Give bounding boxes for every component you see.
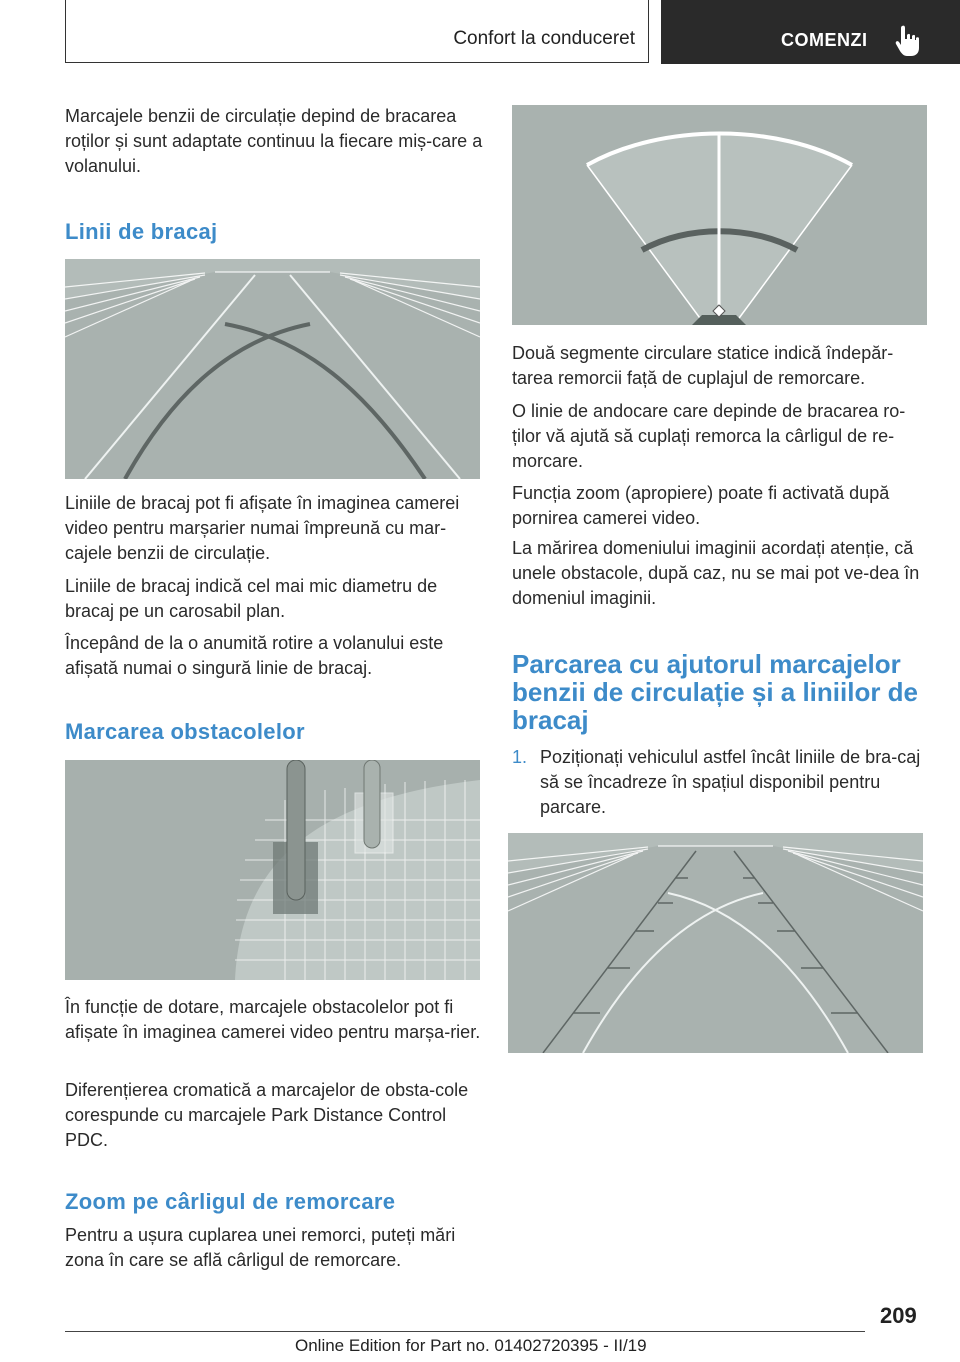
right-paragraph-3: Funcția zoom (apropiere) poate fi activată după pornirea camerei video. <box>512 483 890 528</box>
linii-paragraph-2: Liniile de bracaj indică cel mai mic diametru de bracaj pe un carosabil plan. <box>65 576 438 621</box>
header-section-title: Confort la conduceret <box>453 28 635 49</box>
heading-linii-de-bracaj: Linii de bracaj <box>65 219 218 244</box>
figure-trailer-zoom <box>512 105 927 325</box>
obstacole-paragraph-2: Diferențierea cromatică a marcajelor de obsta-cole corespunde cu marcajele Park Distance Control PDC. <box>65 1080 469 1150</box>
right-paragraph-2: O linie de andocare care depinde de bracarea ro-ților vă ajută să cuplați remorca la cârligul de re-morcare. <box>512 401 906 471</box>
footer-edition: Online Edition for Part no. 01402720395 - II/19 <box>295 1336 647 1355</box>
footer-divider <box>65 1331 865 1332</box>
obstacole-paragraph-1: În funcție de dotare, marcajele obstacolelor pot fi afișate în imaginea camerei video pentru marșa-rier. <box>65 997 481 1042</box>
right-paragraph-1: Două segmente circulare statice indică îndepăr-tarea remorcii față de cuplajul de remorcare. <box>512 343 894 388</box>
hand-pointer-icon <box>893 24 923 58</box>
heading-parcare: Parcarea cu ajutorul marcajelor benzii de circulație și a liniilor de bracaj <box>512 649 919 735</box>
figure-steering-lines <box>65 259 480 479</box>
step-1-text: Poziționați vehiculul astfel încât liniile de bra-caj să se încadreze în spațiul disponibil pentru parcare. <box>540 747 921 817</box>
figure-obstacle-markings <box>65 760 480 980</box>
linii-paragraph-3: Începând de la o anumită rotire a volanului este afișată numai o singură linie de bracaj. <box>65 633 444 678</box>
header-tab-label: COMENZI <box>781 30 868 50</box>
right-paragraph-4: La mărirea domeniului imaginii acordați atenție, că unele obstacole, după caz, nu se mai pot ve-dea în domeniul imaginii. <box>512 538 920 608</box>
figure-parking-lines <box>508 833 923 1053</box>
intro-paragraph: Marcajele benzii de circulație depind de bracarea roților și sunt adaptate continuu la fiecare miș-care a volanului. <box>65 106 483 176</box>
step-1-number: 1. <box>512 747 528 767</box>
heading-marcarea-obstacolelor: Marcarea obstacolelor <box>65 719 305 744</box>
heading-zoom-carlig: Zoom pe cârligul de remorcare <box>65 1189 396 1214</box>
page-number: 209 <box>880 1303 917 1328</box>
zoom-paragraph: Pentru a ușura cuplarea unei remorci, puteți mări zona în care se află cârligul de remorcare. <box>65 1225 456 1270</box>
linii-paragraph-1: Liniile de bracaj pot fi afișate în imaginea camerei video pentru marșarier numai împreună cu mar-cajele benzii de circulație. <box>65 493 460 563</box>
